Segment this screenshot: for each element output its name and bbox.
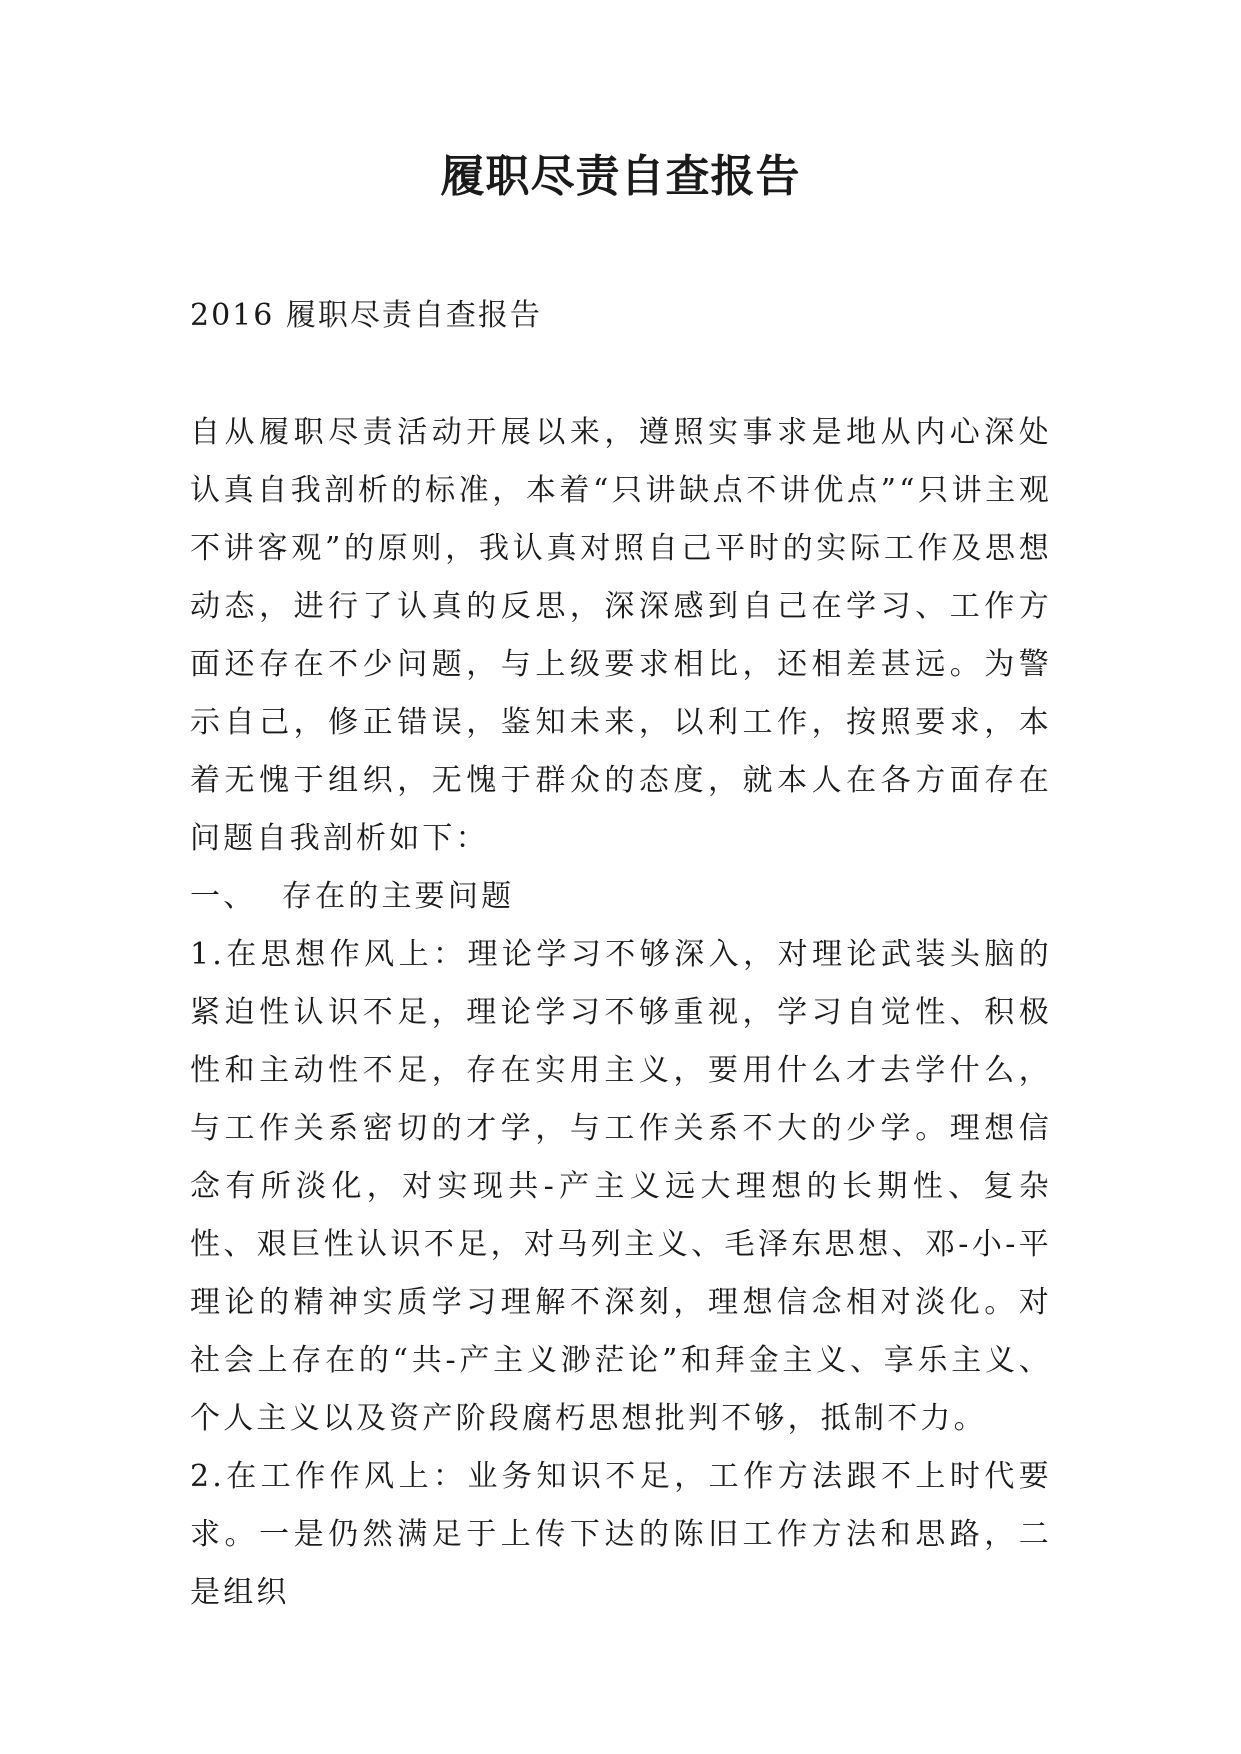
document-title: 履职尽责自查报告 [440, 151, 801, 202]
document-subtitle: 2016 履职尽责自查报告 [190, 298, 542, 333]
document-body [190, 404, 1052, 1622]
paragraph-item-2: 2.在工作作风上：业务知识不足，工作方法跟不上时代要求。一是仍然满足于上传下达的陈旧工作方法和思路，二是组织 [190, 1459, 1052, 1610]
paragraph-item-1: 1.在思想作风上：理论学习不够深入，对理论武装头脑的紧迫性认识不足，理论学习不够重视，学习自觉性、积极性和主动性不足，存在实用主义，要用什么才去学什么，与工作关系密切的才学，与工作关系不大的少学。理想信念有所淡化，对实现共-产主义远大理想的长期性、复杂性、艰巨性认识不足，对马列主义、毛泽东思想、邓-小-平理论的精神实质学习理解不深刻，理想信念相对淡化。对社会上存在的“共-产主义渺茫论”和拜金主义、享乐主义、个人主义以及资产阶段腐朽思想批判不够，抵制不力。 [190, 937, 1052, 1436]
paragraph-intro: 自从履职尽责活动开展以来，遵照实事求是地从内心深处认真自我剖析的标准，本着“只讲缺点不讲优点”“只讲主观不讲客观”的原则，我认真对照自己平时的实际工作及思想动态，进行了认真的反思，深深感到自己在学习、工作方面还存在不少问题，与上级要求相比，还相差甚远。为警示自己，修正错误，鉴知未来，以利工作，按照要求，本着无愧于组织，无愧于群众的态度，就本人在各方面存在问题自我剖析如下： [190, 415, 1052, 856]
section-heading: 一、 存在的主要问题 [190, 879, 515, 914]
